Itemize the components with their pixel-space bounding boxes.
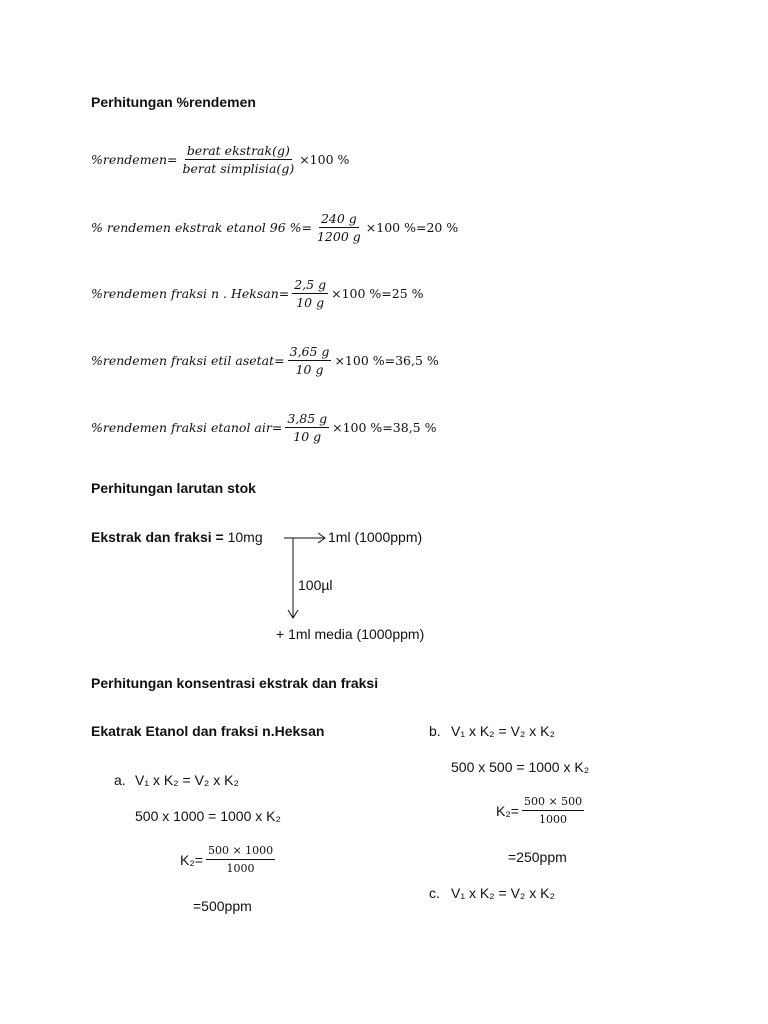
eq3-numerator: 3,65 g	[289, 344, 330, 359]
formula-denominator: berat simplisia(g)	[182, 161, 295, 176]
item-c-letter: c.	[429, 885, 440, 901]
eq2-rhs: ×100 %=25 %	[331, 286, 424, 301]
eq2-denominator: 10 g	[296, 295, 325, 310]
stok-amount: 10mg	[227, 529, 263, 545]
eq1-denominator: 1200 g	[316, 229, 361, 244]
item-a-numerator: 500 × 1000	[206, 843, 275, 860]
item-a-denominator: 1000	[226, 862, 255, 875]
eq4-fraction	[285, 411, 329, 444]
equation-fraksi-etil-asetat	[91, 344, 439, 377]
dilution-arrows	[280, 528, 332, 622]
item-b-k2	[496, 794, 587, 827]
item-b-numerator: 500 × 500	[522, 794, 584, 811]
item-a-k2	[180, 843, 278, 876]
stok-label: Ekstrak dan fraksi =	[91, 529, 224, 545]
item-b-letter: b.	[429, 723, 441, 739]
item-b-line2: 500 x 500 = 1000 x K₂	[451, 759, 590, 775]
eq1-fraction	[315, 211, 363, 244]
eq4-lhs: %rendemen fraksi etanol air=	[91, 420, 283, 435]
item-b-result: =250ppm	[508, 849, 567, 865]
eq3-lhs: %rendemen fraksi etil asetat=	[91, 353, 285, 368]
heading-rendemen: Perhitungan %rendemen	[91, 94, 256, 110]
eq1-rhs: ×100 %=20 %	[365, 220, 459, 235]
formula-rhs: ×100 %	[299, 152, 350, 167]
eq4-numerator: 3,85 g	[287, 411, 328, 426]
stok-volume: 100µl	[298, 577, 333, 593]
item-a-line2: 500 x 1000 = 1000 x K₂	[135, 808, 281, 824]
eq3-rhs: ×100 %=36,5 %	[334, 353, 439, 368]
item-a-formula: V₁ x K₂ = V₂ x K₂	[135, 772, 239, 788]
eq3-denominator: 10 g	[295, 362, 324, 377]
item-a-k-label: K₂=	[180, 851, 203, 868]
item-a-result: =500ppm	[193, 898, 252, 914]
item-c-formula: V₁ x K₂ = V₂ x K₂	[451, 885, 555, 901]
eq1-numerator: 240 g	[320, 211, 357, 226]
item-b-fraction	[522, 794, 584, 827]
item-b-denominator: 1000	[539, 813, 568, 826]
equation-fraksi-etanol-air	[91, 411, 436, 444]
eq2-lhs: %rendemen fraksi n . Heksan=	[91, 286, 290, 301]
item-a-fraction	[206, 843, 275, 876]
heading-larutan-stok: Perhitungan larutan stok	[91, 480, 256, 496]
item-b-k-label: K₂=	[496, 802, 519, 819]
eq4-rhs: ×100 %=38,5 %	[332, 420, 437, 435]
eq2-fraction	[292, 277, 328, 310]
stok-result: 1ml (1000ppm)	[328, 529, 423, 545]
stok-media: + 1ml media (1000ppm)	[276, 626, 425, 642]
eq4-denominator: 10 g	[293, 429, 322, 444]
stok-line	[91, 529, 263, 545]
eq1-lhs: % rendemen ekstrak etanol 96 %=	[91, 220, 312, 235]
item-b-formula: V₁ x K₂ = V₂ x K₂	[451, 723, 555, 739]
equation-ekstrak-etanol	[91, 211, 458, 244]
eq2-numerator: 2,5 g	[294, 277, 327, 292]
formula-numerator: berat ekstrak(g)	[186, 143, 290, 158]
subheading-etanol-heksan: Ekatrak Etanol dan fraksi n.Heksan	[91, 723, 325, 739]
equation-fraksi-heksan	[91, 277, 424, 310]
formula-fraction	[180, 143, 296, 176]
heading-konsentrasi: Perhitungan konsentrasi ekstrak dan fraksi	[91, 675, 379, 691]
item-a-letter: a.	[114, 772, 126, 788]
eq3-fraction	[288, 344, 332, 377]
formula-rendemen	[91, 143, 349, 176]
formula-lhs: %rendemen=	[91, 152, 178, 167]
